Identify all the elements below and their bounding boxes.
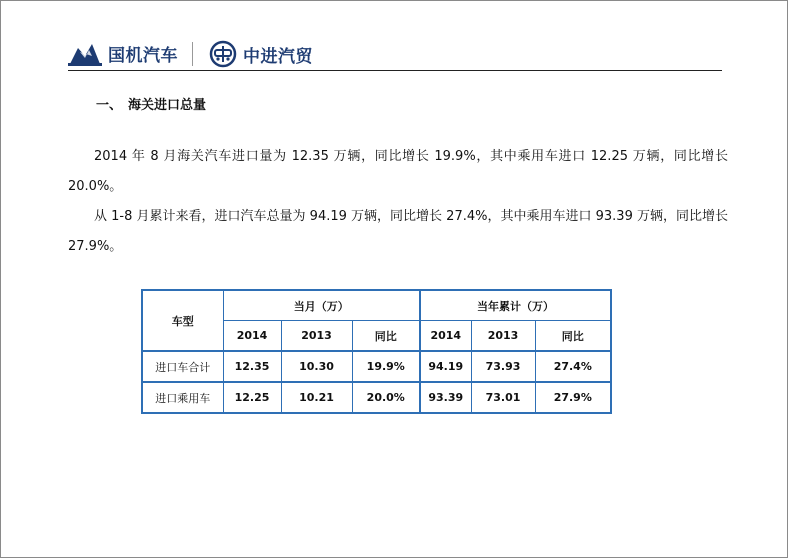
subheader-cell: 同比 xyxy=(535,321,611,352)
section-heading xyxy=(96,94,206,113)
row-label: 进口乘用车 xyxy=(142,382,223,413)
table-cell: 27.9% xyxy=(535,382,611,413)
table-cell: 94.19 xyxy=(420,351,471,382)
sinomach-logo-icon xyxy=(68,40,102,66)
table-cell: 10.30 xyxy=(281,351,352,382)
header-group-ytd: 当年累计（万） xyxy=(420,290,611,321)
section-number: 一、 xyxy=(96,98,123,113)
logo-left-name: 国机汽车 xyxy=(108,45,178,66)
zhongjin-logo-icon xyxy=(208,40,238,68)
subheader-cell: 2014 xyxy=(420,321,471,352)
paragraph-monthly: 2014 年 8 月海关汽车进口量为 12.35 万辆，同比增长 19.9%，其中乘用车进口 12.25 万辆，同比增长 20.0%。 xyxy=(68,149,728,194)
subheader-cell: 2013 xyxy=(281,321,352,352)
import-data-table xyxy=(141,289,612,414)
table-cell: 12.25 xyxy=(223,382,281,413)
subheader-cell: 2014 xyxy=(223,321,281,352)
table-cell: 12.35 xyxy=(223,351,281,382)
table-row xyxy=(142,351,611,382)
logo-right-name: 中进汽贸 xyxy=(243,46,313,67)
page-header xyxy=(68,40,722,71)
table-cell: 73.01 xyxy=(471,382,535,413)
table-cell: 93.39 xyxy=(420,382,471,413)
subheader-cell: 2013 xyxy=(471,321,535,352)
header-group-month: 当月（万） xyxy=(223,290,420,321)
table-cell: 20.0% xyxy=(352,382,420,413)
table-cell: 10.21 xyxy=(281,382,352,413)
table-cell: 19.9% xyxy=(352,351,420,382)
section-title: 海关进口总量 xyxy=(128,98,207,113)
table-header-row xyxy=(142,290,611,321)
table-cell: 27.4% xyxy=(535,351,611,382)
table-row xyxy=(142,382,611,413)
logo-sinomach-auto xyxy=(68,40,178,66)
subheader-cell: 同比 xyxy=(352,321,420,352)
header-vehicle-type: 车型 xyxy=(142,290,223,351)
row-label: 进口车合计 xyxy=(142,351,223,382)
logo-zhongjin-trade xyxy=(208,40,313,68)
header-divider xyxy=(192,42,193,66)
paragraph-cumulative: 从 1-8 月累计来看，进口汽车总量为 94.19 万辆，同比增长 27.4%，其中乘用车进口 93.39 万辆，同比增长 27.9%。 xyxy=(68,209,728,254)
table-cell: 73.93 xyxy=(471,351,535,382)
